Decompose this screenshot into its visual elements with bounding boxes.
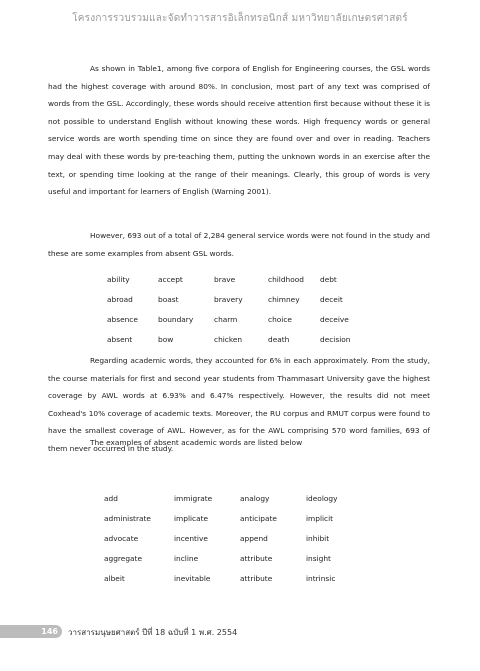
word-cell: deceive: [320, 314, 349, 324]
word-cell: incline: [174, 554, 199, 564]
word-cell: analogy: [240, 493, 270, 503]
word-cell: childhood: [268, 274, 304, 284]
table-row: [107, 309, 350, 329]
word-cell: brave: [214, 274, 236, 284]
word-cell: albeit: [104, 574, 125, 584]
table-row: [104, 569, 337, 589]
word-cell: intrinsic: [306, 574, 336, 584]
paragraph-academic-words: Regarding academic words, they accounted for 6% in each approximately. From the study, the course materials for first and second year students from Thammasart University gave the highest coverage by AWL words at 6.93% and 6.47% respectively. However, the results did not meet Coxhead's 10% coverage of academic texts. Moreover, the RU corpus and RMUT corpus were found to have the smallest coverage of AWL. However, as for the AWL comprising 570 word families, 693 of them never occurred in the study.: [48, 356, 430, 453]
table-row: [107, 330, 350, 350]
word-cell: inhibit: [306, 533, 330, 543]
word-cell: decision: [320, 335, 351, 345]
word-cell: insight: [306, 554, 331, 564]
word-cell: inevitable: [174, 574, 211, 584]
word-cell: chimney: [268, 294, 300, 304]
table-row: [107, 269, 350, 289]
table-row: [104, 488, 337, 508]
page-header: โครงการรวบรวมและจัดทำวารสารอิเล็กทรอนิกส์ มหาวิทยาลัยเกษตรศาสตร์: [72, 13, 408, 24]
word-cell: bow: [158, 335, 174, 345]
word-cell: implicate: [174, 513, 209, 523]
page-footer: [0, 622, 480, 640]
word-cell: boast: [158, 294, 179, 304]
word-cell: absence: [107, 314, 138, 324]
word-cell: attribute: [240, 554, 273, 564]
journal-citation: วารสารมนุษยศาสตร์ ปีที่ 18 ฉบับที่ 1 พ.ศ. 2554: [68, 628, 238, 637]
word-cell: boundary: [158, 314, 194, 324]
awl-word-table: [104, 488, 337, 589]
word-cell: bravery: [214, 294, 243, 304]
word-cell: append: [240, 533, 268, 543]
table-row: [104, 549, 337, 569]
awl-examples-intro: The examples of absent academic words are listed below: [90, 438, 303, 447]
gsl-word-table: [107, 269, 350, 350]
word-cell: abroad: [107, 294, 133, 304]
word-cell: debt: [320, 274, 337, 284]
word-cell: accept: [158, 274, 183, 284]
word-cell: deceit: [320, 294, 343, 304]
word-cell: chicken: [214, 335, 243, 345]
paragraph-absent-gsl: However, 693 out of a total of 2,284 general service words were not found in the study and these are some examples from absent GSL words.: [48, 231, 430, 258]
word-cell: immigrate: [174, 493, 213, 503]
word-cell: add: [104, 493, 118, 503]
word-cell: administrate: [104, 513, 151, 523]
word-cell: implicit: [306, 513, 334, 523]
word-cell: absent: [107, 335, 133, 345]
page-number: 146: [0, 625, 62, 638]
paragraph-gsl-coverage: As shown in Table1, among five corpora of English for Engineering courses, the GSL words had the highest coverage with around 80%. In conclusion, most part of any text was comprised of words from the GSL. Accordingly, these words should receive attention first because without these it is not possible to understand English without knowing these words. High frequency words or general service words are worth spending time on since they are found over and over in reading. Teachers may deal with these words by pre-teaching them, putting the unknown words in an exercise after the text, or spending time looking at the range of their meanings. Clearly, this group of words is very useful and important for learners of English (Warning 2001).: [48, 64, 430, 197]
table-row: [104, 508, 337, 528]
table-row: [107, 289, 350, 309]
word-cell: choice: [268, 314, 292, 324]
word-cell: advocate: [104, 533, 139, 543]
word-cell: attribute: [240, 574, 273, 584]
word-cell: ability: [107, 274, 130, 284]
word-cell: anticipate: [240, 513, 277, 523]
word-cell: ideology: [306, 493, 338, 503]
word-cell: charm: [214, 314, 238, 324]
word-cell: death: [268, 335, 290, 345]
word-cell: aggregate: [104, 554, 142, 564]
table-row: [104, 528, 337, 548]
word-cell: incentive: [174, 533, 208, 543]
